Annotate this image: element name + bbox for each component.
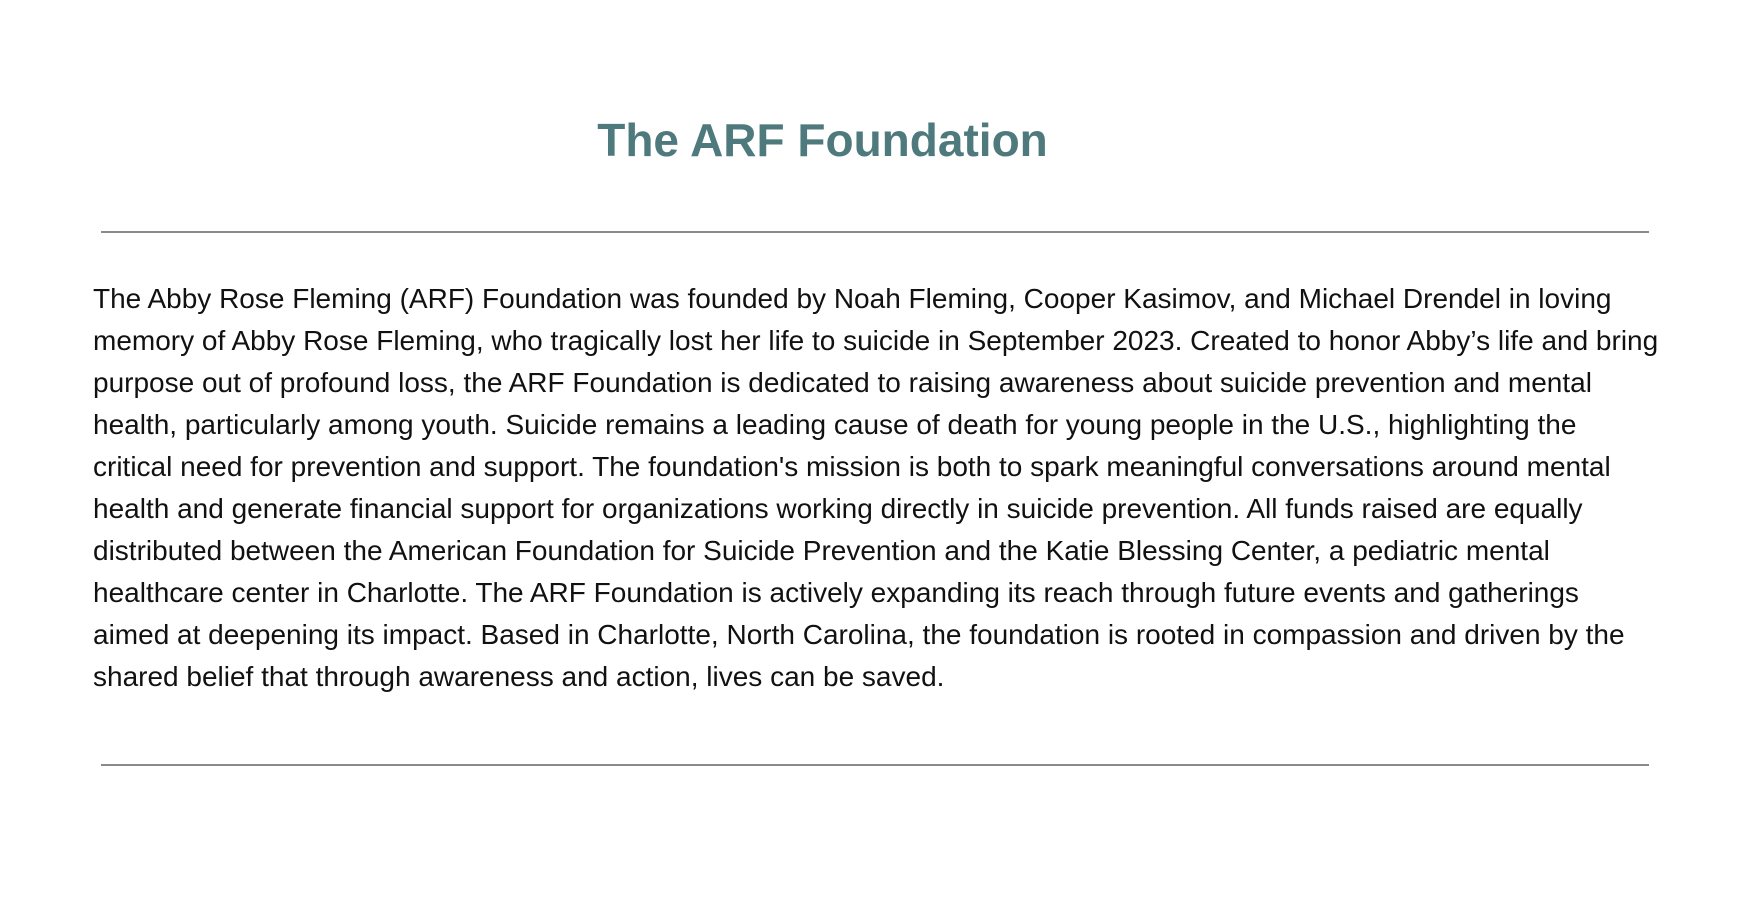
- bottom-divider: [101, 764, 1649, 766]
- top-divider: [101, 231, 1649, 233]
- foundation-description: The Abby Rose Fleming (ARF) Foundation was founded by Noah Fleming, Cooper Kasimov, and Michael Drendel in loving memory of Abby Rose Fleming, who tragically lost her life to suicide in September 2023. Created to honor Abby’s life and bring purpose out of profound loss, the ARF Foundation is dedicated to raising awareness about suicide prevention and mental health, particularly among youth. Suicide remains a leading cause of death for young people in the U.S., highlighting the critical need for prevention and support. The foundation's mission is both to spark meaningful conversations around mental health and generate financial support for organizations working directly in suicide prevention. All funds raised are equally distributed between the American Foundation for Suicide Prevention and the Katie Blessing Center, a pediatric mental healthcare center in Charlotte. The ARF Foundation is actively expanding its reach through future events and gatherings aimed at deepening its impact. Based in Charlotte, North Carolina, the foundation is rooted in compassion and driven by the shared belief that through awareness and action, lives can be saved.: [93, 283, 1659, 692]
- page-title: The ARF Foundation: [597, 114, 1048, 166]
